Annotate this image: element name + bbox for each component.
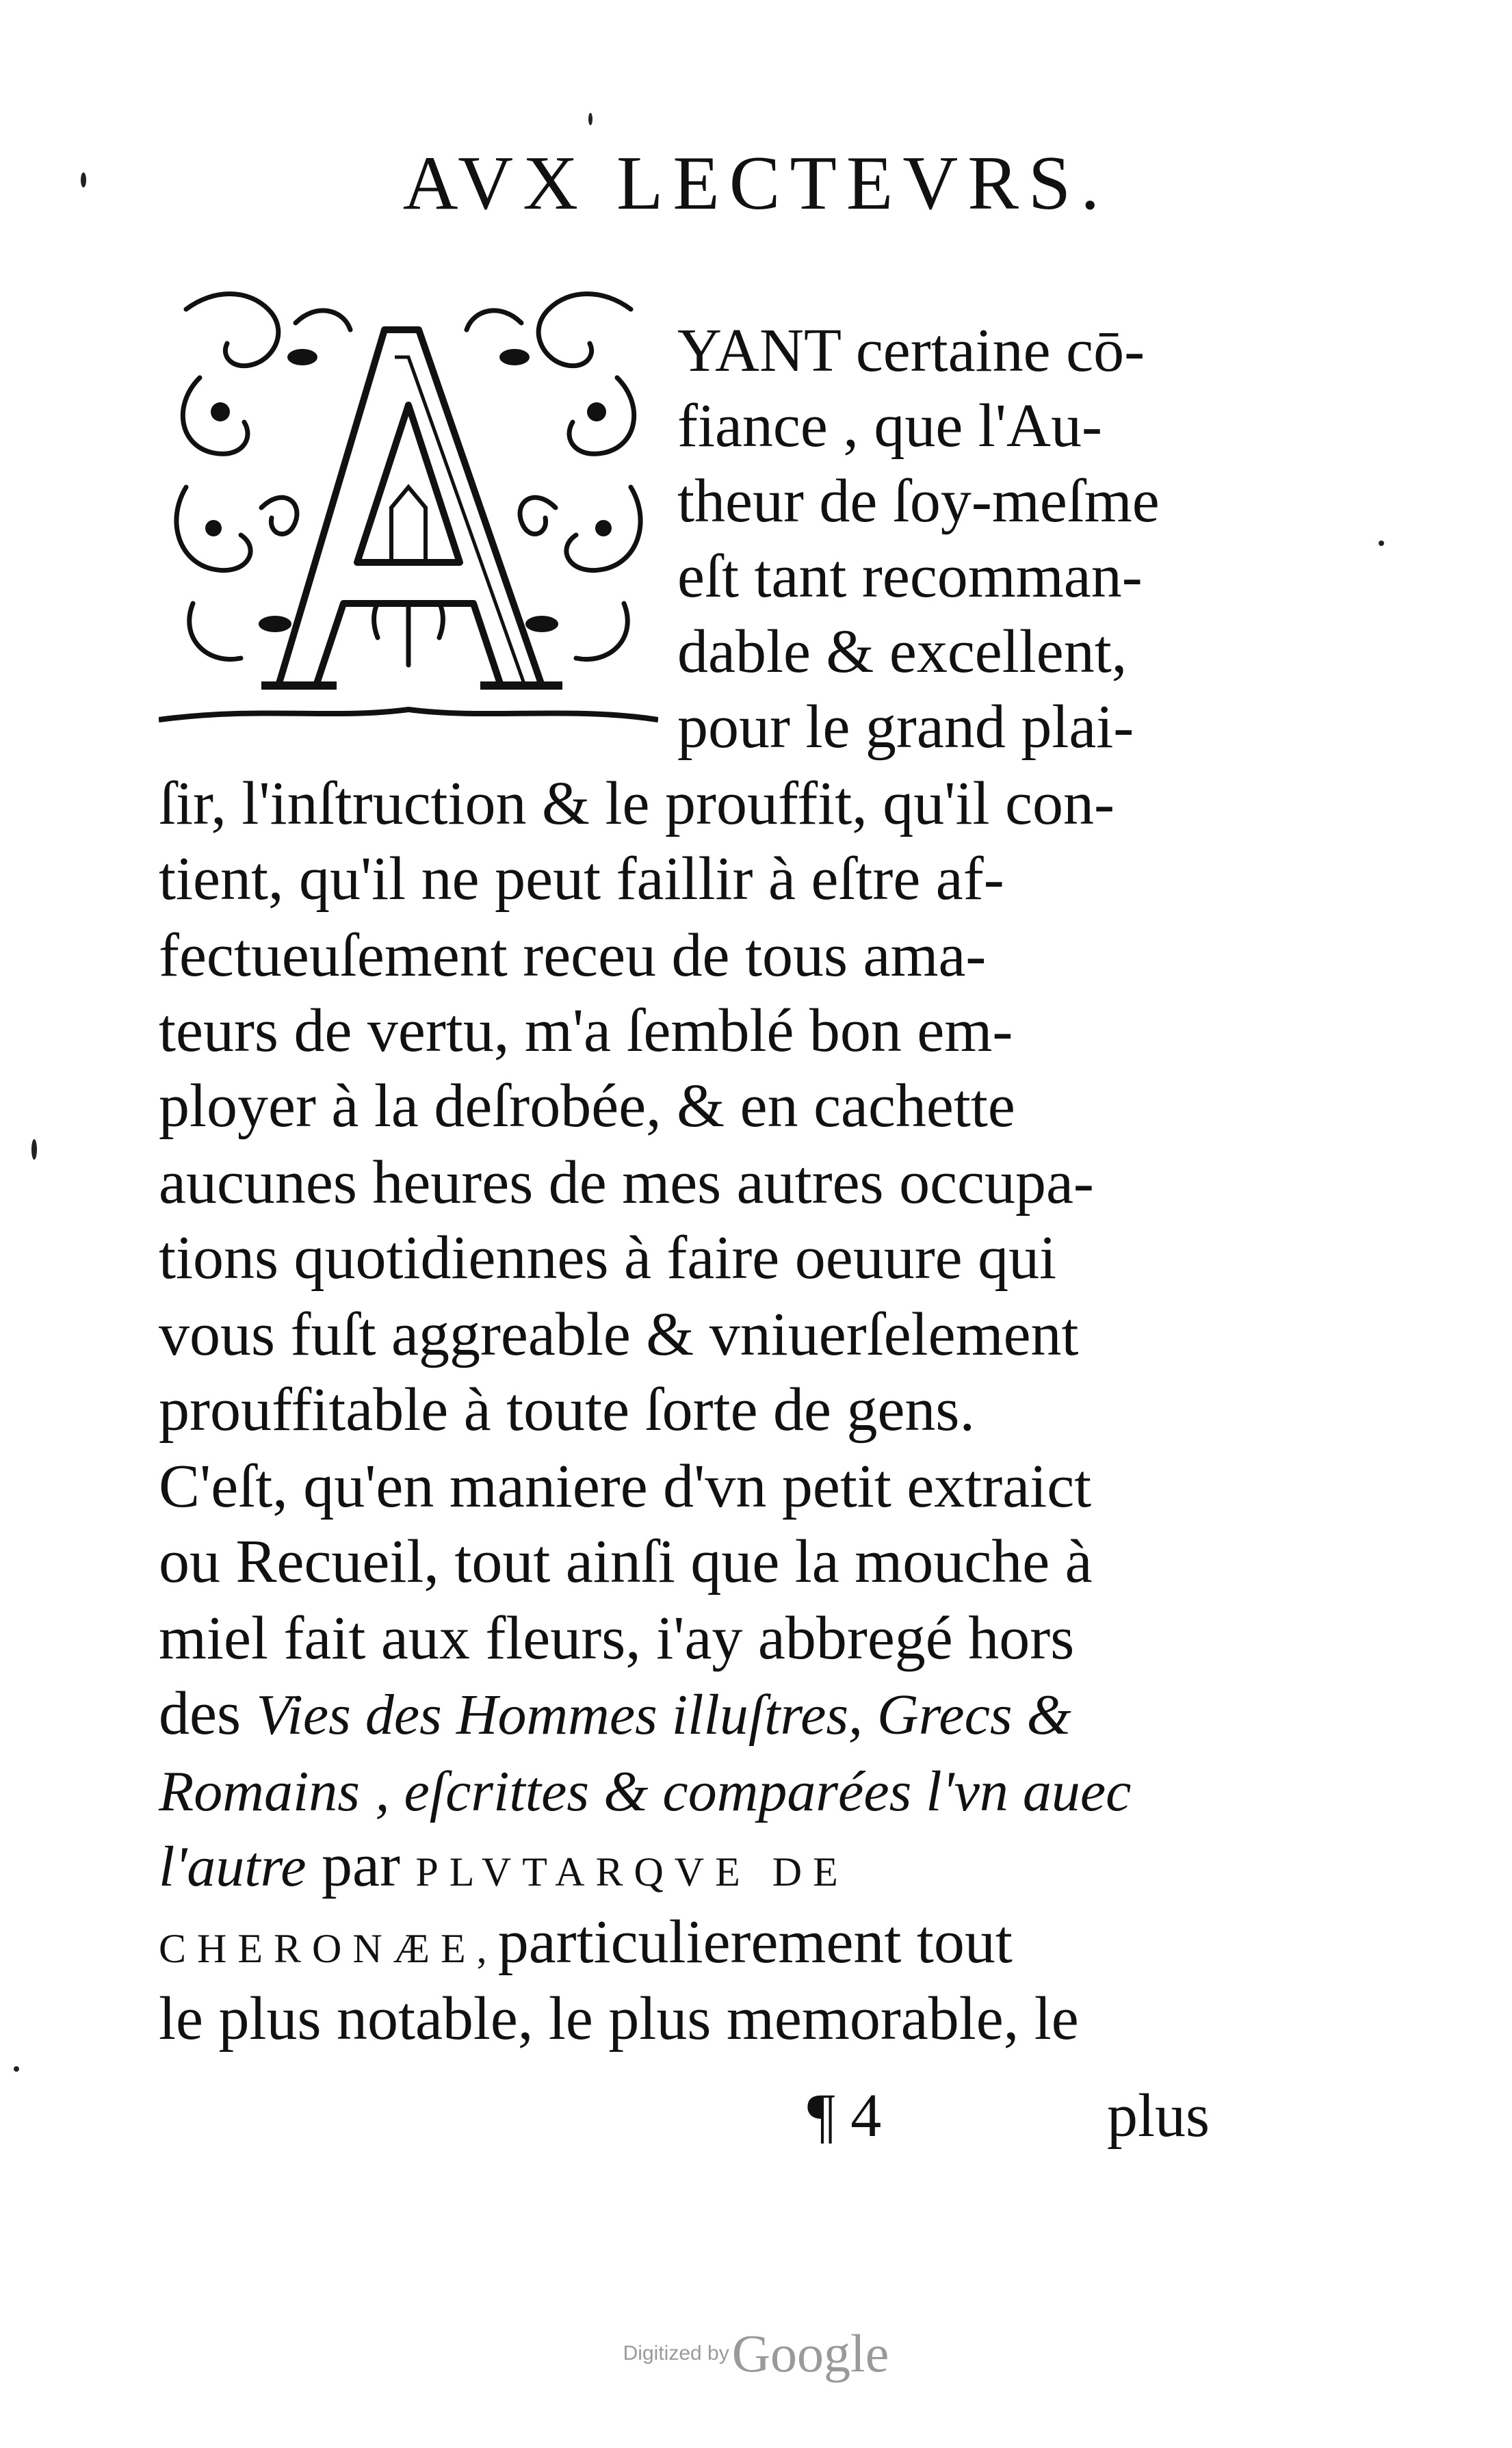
text-line: aucunes heures de mes autres occupa- [159, 1149, 1094, 1216]
ink-speck [31, 1139, 37, 1160]
signature-mark: ¶ 4 [807, 2082, 882, 2150]
line-text: fiance , que l'Au- [677, 392, 1102, 460]
ink-speck [14, 2066, 19, 2072]
text-line: fectueuſement receu de tous ama- [159, 922, 987, 989]
text-line: vous fuſt aggreable & vniuerſelement [159, 1301, 1079, 1368]
line-text: theur de ſoy-meſme [677, 467, 1160, 535]
text-line: ployer à la deſrobée, & en cachette [159, 1072, 1015, 1140]
ink-speck [1379, 541, 1384, 546]
watermark-prefix: Digitized by [623, 2342, 729, 2365]
book-title-italic: Vies des Hommes illuſtres [256, 1683, 849, 1747]
text-line-author-2 [159, 1908, 1235, 1976]
text-line: tions quotidiennes à faire oeuure qui [159, 1224, 1057, 1292]
text-line [677, 467, 1235, 535]
text-line [677, 693, 1235, 761]
ink-speck [588, 113, 592, 125]
text-line-italic-1 [159, 1680, 1235, 1747]
author-name: CHERONÆE, [159, 1926, 498, 1971]
decorated-initial-a [159, 282, 658, 727]
text-line: tient, qu'il ne peut faillir à eſtre af- [159, 845, 1004, 913]
text-line [677, 618, 1235, 686]
watermark-brand: Google [731, 2323, 889, 2383]
text-line [677, 543, 1235, 610]
text-line [677, 392, 1235, 460]
text-line: ou Recueil, tout ainſi que la mouche à [159, 1528, 1093, 1596]
line-text: , eſcrittes & comparées l'vn auec [375, 1760, 1132, 1823]
text-line [677, 317, 1235, 385]
line-text: des [159, 1680, 241, 1747]
text-line: le plus notable, le plus memorable, le [159, 1985, 1079, 2053]
text-line: miel fait aux fleurs, i'ay abbregé hors [159, 1604, 1075, 1672]
author-name: PLVTARQVE DE [415, 1849, 849, 1894]
book-title-italic: l'autre [159, 1835, 307, 1899]
line-text: particulierement tout [497, 1908, 1013, 1976]
text-line: prouffitable à toute ſorte de gens. [159, 1376, 975, 1444]
text-line: C'eſt, qu'en maniere d'vn petit extraict [159, 1453, 1092, 1520]
line-text: par [322, 1832, 400, 1899]
line-text: , Grecs & [848, 1683, 1071, 1747]
line-text: dable & excellent, [677, 618, 1128, 686]
text-line-author [159, 1832, 1235, 1899]
catchword: plus [1107, 2082, 1210, 2150]
text-line: ſir, l'inſtruction & le prouffit, qu'il con- [159, 770, 1115, 837]
ink-speck [81, 172, 86, 187]
text-line: teurs de vertu, m'a ſemblé bon em- [159, 997, 1013, 1065]
book-title-italic: Romains [159, 1760, 360, 1823]
page-title: AVX LECTEVRS. [402, 141, 1110, 226]
digitized-watermark [0, 2323, 1512, 2384]
text-line-italic-2 [159, 1760, 1235, 1821]
line-text: YANT certaine cō- [677, 317, 1145, 385]
line-text: pour le grand plai- [677, 693, 1134, 761]
line-text: eſt tant recomman- [677, 543, 1143, 610]
